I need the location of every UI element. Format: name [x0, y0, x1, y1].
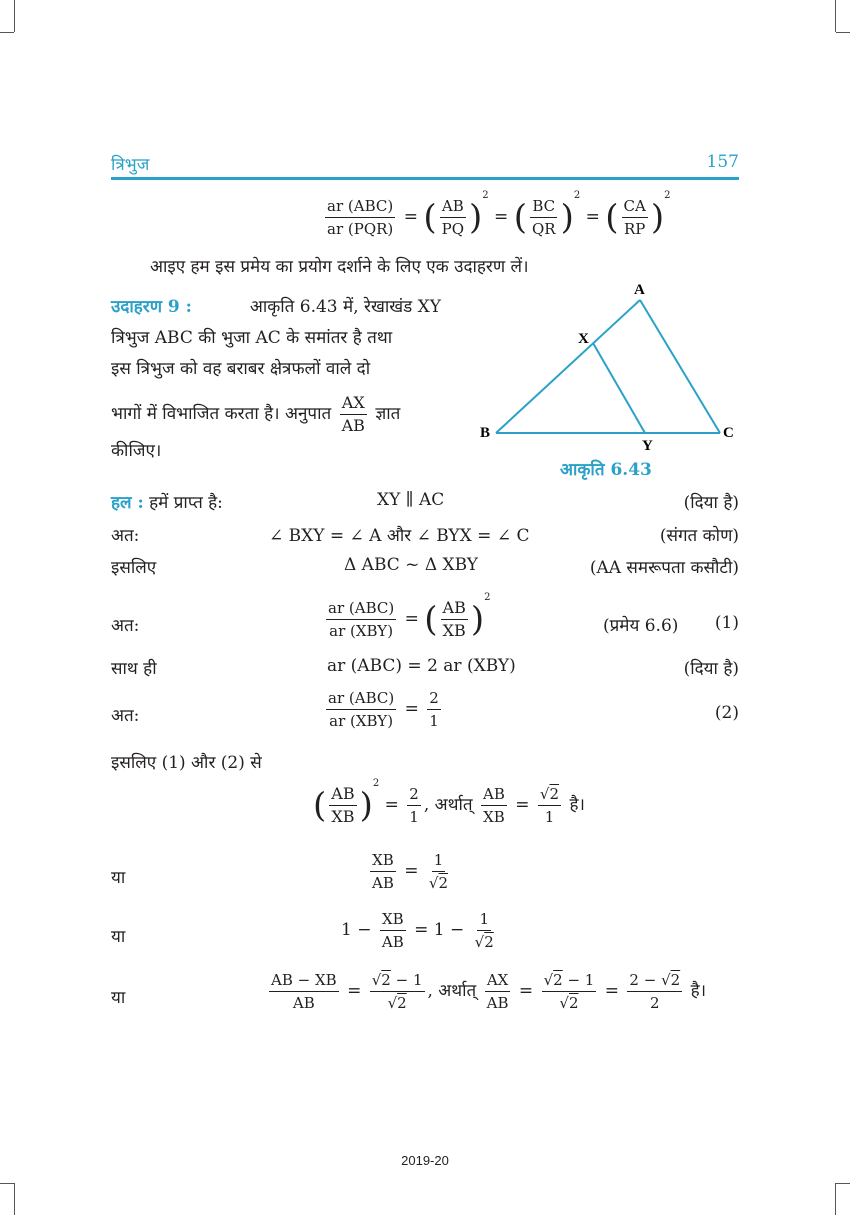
segment-xy — [593, 343, 645, 433]
solution-row-7: इसलिए (1) और (2) से — [111, 753, 262, 773]
solution-row-11: या $\frac{AB - XB}{AB}$ = $\frac{√2 - 1}{√2}$ , अर्थात् $\frac{AX}{AB}$ = $\frac{√2 - 1}{√2}$ = $\frac{2 - √2}{2}$ है। — [111, 971, 707, 1012]
solution-row-9: या $\frac{XB}{AB}$ = $\frac{1}{√2}$ — [111, 851, 449, 892]
solution-row-3: इसलिए Δ ABC ~ Δ XBY (AA समरूपता कसौटी) — [111, 555, 739, 578]
header-rule — [111, 177, 739, 180]
crop-mark — [836, 1183, 850, 1184]
intro-text: आइए हम इस प्रमेय का प्रयोग दर्शाने के लिए एक उदाहरण लें। — [150, 257, 529, 277]
footer-year: 2019-20 — [401, 1153, 449, 1168]
figure-caption: आकृति 6.43 — [560, 460, 652, 480]
solution-row-1: हल : हमें प्राप्त है: XY ∥ AC (दिया है) — [111, 490, 739, 513]
theorem-equation: $\frac{\text{ar (ABC)}}{\text{ar (PQR)}}$ = ( $\frac{AB}{PQ}$ )$^2$ = ( $\frac{BC}{QR}$ )$^2$ = ( $\frac{CA}{RP}$ )$^2$ — [327, 190, 671, 238]
solution-row-8: ( $\frac{AB}{XB}$ )$^2$ = $\frac{2}{1}$ , अर्थात् $\frac{AB}{XB}$ = $\frac{√2}{1}$ है। — [313, 778, 585, 826]
solution-label: हल : — [111, 493, 144, 513]
crop-mark — [0, 32, 14, 33]
solution-row-2: अत: ∠ BXY = ∠ A और ∠ BYX = ∠ C (संगत कोण) — [111, 526, 739, 546]
solution-row-6: अत: $\frac{\text{ar (ABC)}}{\text{ar (XBY)}}$ = $\frac{2}{1}$ (2) — [111, 689, 739, 730]
example-paragraph: उदाहरण 9 : आकृति 6.43 में, रेखाखंड XY त्रिभुज ABC की भुजा AC के समांतर है तथा इस त्रिभुज को वह बराबर क्षेत्रफलों वाले दो भागों में विभाजित करता है। अनुपात $\frac{AX}{AB}$ ज्ञात कीजिए। — [111, 292, 441, 467]
solution-row-4: अत: $\frac{\text{ar (ABC)}}{\text{ar (XBY)}}$ = ( $\frac{AB}{XB}$ )$^2$ (प्रमेय 6.6) (1) — [111, 592, 739, 640]
solution-row-5: साथ ही ar (ABC) = 2 ar (XBY) (दिया है) — [111, 656, 739, 679]
crop-mark — [14, 0, 15, 32]
label-x: X — [578, 331, 589, 347]
label-c: C — [723, 425, 734, 441]
example-label: उदाहरण 9 : — [111, 297, 192, 317]
side-ac — [640, 300, 720, 433]
crop-mark — [835, 0, 836, 32]
page-number: 157 — [706, 152, 739, 172]
crop-mark — [836, 32, 850, 33]
side-ab — [496, 300, 640, 433]
crop-mark — [835, 1183, 836, 1215]
label-y: Y — [642, 438, 653, 454]
chapter-title: त्रिभुज — [111, 155, 150, 175]
crop-mark — [0, 1183, 14, 1184]
label-a: A — [634, 282, 645, 298]
triangle-figure — [470, 280, 750, 480]
solution-row-10: या 1 − $\frac{XB}{AB}$ = 1 − $\frac{1}{√2}$ — [111, 910, 494, 951]
label-b: B — [480, 425, 491, 441]
crop-mark — [14, 1183, 15, 1215]
